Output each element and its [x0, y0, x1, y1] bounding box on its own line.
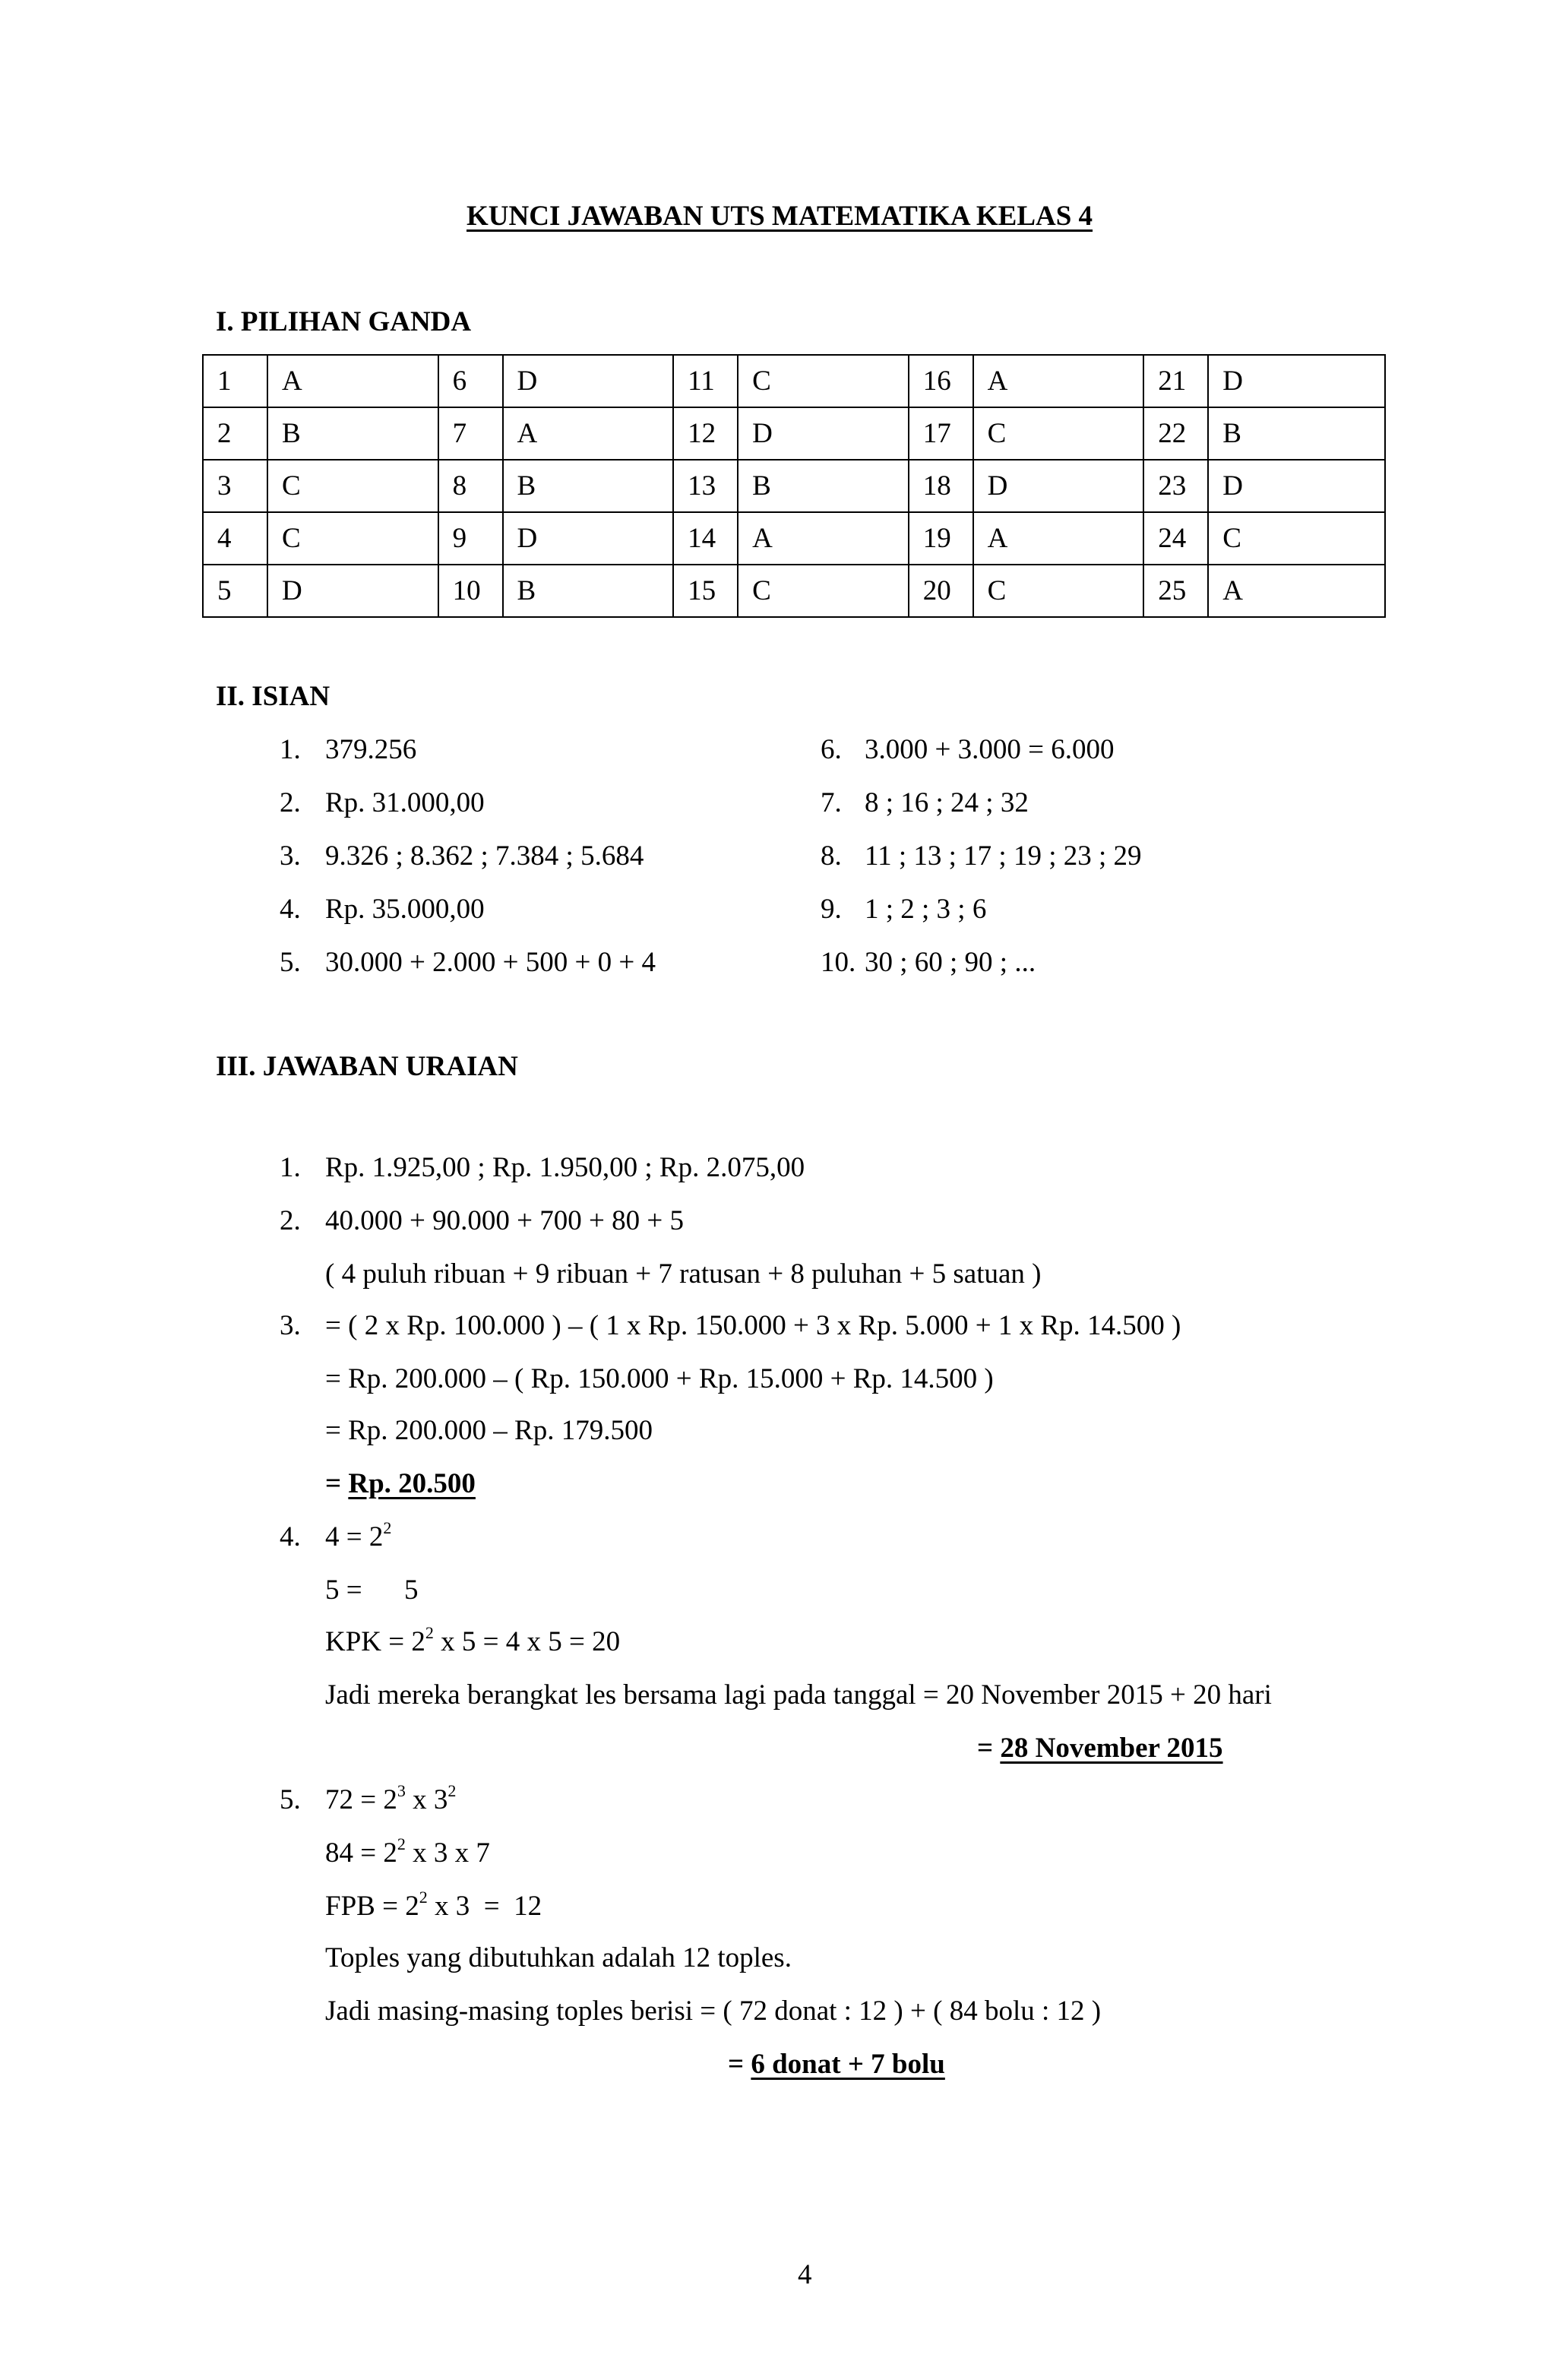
- answer-letter-cell: C: [973, 565, 1144, 617]
- exponent: 2: [425, 1623, 434, 1642]
- uraian-answer-line: Rp. 1.925,00 ; Rp. 1.950,00 ; Rp. 2.075,00: [325, 1152, 805, 1183]
- answer-letter-cell: B: [1208, 407, 1385, 460]
- expr-text: 84 = 2: [325, 1837, 397, 1869]
- isian-item-answer: Rp. 31.000,00: [325, 787, 485, 818]
- isian-item-answer: 8 ; 16 ; 24 ; 32: [865, 787, 1029, 818]
- expr-text: x 3: [405, 1784, 448, 1815]
- question-number-cell: 4: [203, 512, 267, 565]
- question-number-cell: 8: [438, 460, 503, 512]
- answer-letter-cell: A: [738, 512, 909, 565]
- expr-text: 4 = 2: [325, 1521, 384, 1552]
- page-number: 4: [798, 2259, 812, 2290]
- question-number-cell: 21: [1143, 355, 1208, 407]
- question-number-cell: 1: [203, 355, 267, 407]
- answer-letter-cell: C: [267, 512, 438, 565]
- question-number-cell: 9: [438, 512, 503, 565]
- answer-letter-cell: D: [738, 407, 909, 460]
- uraian-number: 2.: [280, 1205, 301, 1236]
- isian-item-answer: 1 ; 2 ; 3 ; 6: [865, 894, 987, 925]
- exponent: 2: [397, 1834, 406, 1853]
- isian-item-number: 1.: [280, 734, 301, 765]
- uraian-answer-line: [325, 1781, 457, 1815]
- isian-item-answer: 379.256: [325, 734, 417, 765]
- answer-letter-cell: B: [267, 407, 438, 460]
- question-number-cell: 5: [203, 565, 267, 617]
- exponent: 2: [383, 1518, 392, 1537]
- answer-letter-cell: C: [738, 565, 909, 617]
- isian-item-answer: 30 ; 60 ; 90 ; ...: [865, 947, 1036, 978]
- answer-letter-cell: A: [973, 355, 1144, 407]
- answer-letter-cell: B: [738, 460, 909, 512]
- uraian-answer-line: = ( 2 x Rp. 100.000 ) – ( 1 x Rp. 150.000 + 3 x Rp. 5.000 + 1 x Rp. 14.500 ): [325, 1310, 1181, 1341]
- isian-item-answer: 30.000 + 2.000 + 500 + 0 + 4: [325, 947, 656, 978]
- multiple-choice-answer-table: [202, 354, 1386, 618]
- expr-text: KPK = 2: [325, 1626, 425, 1657]
- question-number-cell: 16: [909, 355, 973, 407]
- answer-letter-cell: D: [503, 512, 674, 565]
- question-number-cell: 10: [438, 565, 503, 617]
- answer-letter-cell: D: [1208, 460, 1385, 512]
- section-heading-pilihan-ganda: I. PILIHAN GANDA: [216, 306, 472, 337]
- answer-letter-cell: A: [503, 407, 674, 460]
- answer-letter-cell: A: [973, 512, 1144, 565]
- isian-item-answer: Rp. 35.000,00: [325, 894, 485, 925]
- expr-text: 72 = 2: [325, 1784, 397, 1815]
- question-number-cell: 17: [909, 407, 973, 460]
- uraian-answer-line: 40.000 + 90.000 + 700 + 80 + 5: [325, 1205, 684, 1236]
- question-number-cell: 11: [673, 355, 738, 407]
- uraian-answer-line: Jadi masing-masing toples berisi = ( 72 donat : 12 ) + ( 84 bolu : 12 ): [325, 1995, 1102, 2027]
- question-number-cell: 22: [1143, 407, 1208, 460]
- question-number-cell: 20: [909, 565, 973, 617]
- section-heading-isian: II. ISIAN: [216, 681, 330, 712]
- isian-item-number: 4.: [280, 894, 301, 925]
- final-prefix: =: [728, 2049, 751, 2080]
- table-row: [203, 355, 1385, 407]
- uraian-answer-line: = Rp. 200.000 – ( Rp. 150.000 + Rp. 15.000 + Rp. 14.500 ): [325, 1363, 994, 1394]
- isian-item-number: 9.: [821, 894, 842, 925]
- question-number-cell: 18: [909, 460, 973, 512]
- answer-letter-cell: D: [973, 460, 1144, 512]
- uraian-number: 3.: [280, 1310, 301, 1341]
- isian-item-number: 5.: [280, 947, 301, 978]
- exponent: 3: [397, 1781, 406, 1800]
- question-number-cell: 13: [673, 460, 738, 512]
- answer-letter-cell: C: [738, 355, 909, 407]
- question-number-cell: 2: [203, 407, 267, 460]
- answer-letter-cell: C: [1208, 512, 1385, 565]
- document-title: KUNCI JAWABAN UTS MATEMATIKA KELAS 4: [466, 201, 1093, 232]
- uraian-answer-line: [325, 1834, 490, 1869]
- isian-item-answer: 11 ; 13 ; 17 ; 19 ; 23 ; 29: [865, 840, 1142, 872]
- isian-item-number: 3.: [280, 840, 301, 872]
- answer-letter-cell: C: [973, 407, 1144, 460]
- answer-letter-cell: A: [267, 355, 438, 407]
- exponent: 2: [448, 1781, 457, 1800]
- answer-letter-cell: B: [503, 565, 674, 617]
- uraian-answer-line: [325, 1518, 392, 1552]
- question-number-cell: 12: [673, 407, 738, 460]
- table-row: [203, 565, 1385, 617]
- expr-text: x 3 = 12: [427, 1891, 542, 1922]
- isian-item-number: 6.: [821, 734, 842, 765]
- uraian-answer-line: 5 =: [325, 1575, 362, 1606]
- answer-letter-cell: D: [503, 355, 674, 407]
- question-number-cell: 23: [1143, 460, 1208, 512]
- uraian-final-answer: [325, 1470, 476, 1498]
- final-result: 28 November 2015: [1000, 1733, 1223, 1764]
- question-number-cell: 14: [673, 512, 738, 565]
- answer-letter-cell: C: [267, 460, 438, 512]
- question-number-cell: 6: [438, 355, 503, 407]
- answer-letter-cell: B: [503, 460, 674, 512]
- isian-item-number: 8.: [821, 840, 842, 872]
- question-number-cell: 15: [673, 565, 738, 617]
- uraian-answer-line: [325, 1623, 621, 1657]
- answer-letter-cell: D: [267, 565, 438, 617]
- section-heading-jawaban-uraian: III. JAWABAN URAIAN: [216, 1051, 518, 1082]
- uraian-answer-line: = Rp. 200.000 – Rp. 179.500: [325, 1415, 653, 1446]
- isian-item-number: 10.: [821, 947, 856, 978]
- expr-text: FPB = 2: [325, 1891, 419, 1922]
- final-result: Rp. 20.500: [348, 1468, 476, 1499]
- question-number-cell: 24: [1143, 512, 1208, 565]
- uraian-number: 5.: [280, 1784, 301, 1815]
- expr-text: x 5 = 4 x 5 = 20: [433, 1626, 621, 1657]
- uraian-number: 4.: [280, 1521, 301, 1552]
- final-prefix: =: [977, 1733, 1001, 1764]
- uraian-answer-line: 5: [404, 1575, 419, 1606]
- final-prefix: =: [325, 1468, 349, 1499]
- uraian-final-answer: [977, 1734, 1223, 1762]
- uraian-answer-line: Toples yang dibutuhkan adalah 12 toples.: [325, 1942, 792, 1973]
- question-number-cell: 25: [1143, 565, 1208, 617]
- table-row: [203, 407, 1385, 460]
- isian-item-number: 2.: [280, 787, 301, 818]
- final-result: 6 donat + 7 bolu: [751, 2049, 945, 2080]
- answer-letter-cell: A: [1208, 565, 1385, 617]
- table-row: [203, 512, 1385, 565]
- question-number-cell: 19: [909, 512, 973, 565]
- uraian-number: 1.: [280, 1152, 301, 1183]
- uraian-answer-line: Jadi mereka berangkat les bersama lagi pada tanggal = 20 November 2015 + 20 hari: [325, 1679, 1272, 1711]
- expr-text: x 3 x 7: [405, 1837, 490, 1869]
- question-number-cell: 3: [203, 460, 267, 512]
- uraian-answer-line: ( 4 puluh ribuan + 9 ribuan + 7 ratusan + 8 puluhan + 5 satuan ): [325, 1258, 1042, 1290]
- question-number-cell: 7: [438, 407, 503, 460]
- answer-letter-cell: D: [1208, 355, 1385, 407]
- uraian-final-answer: [728, 2050, 945, 2078]
- isian-item-answer: 9.326 ; 8.362 ; 7.384 ; 5.684: [325, 840, 644, 872]
- table-row: [203, 460, 1385, 512]
- isian-item-answer: 3.000 + 3.000 = 6.000: [865, 734, 1115, 765]
- isian-item-number: 7.: [821, 787, 842, 818]
- uraian-answer-line: [325, 1888, 542, 1922]
- exponent: 2: [419, 1888, 428, 1907]
